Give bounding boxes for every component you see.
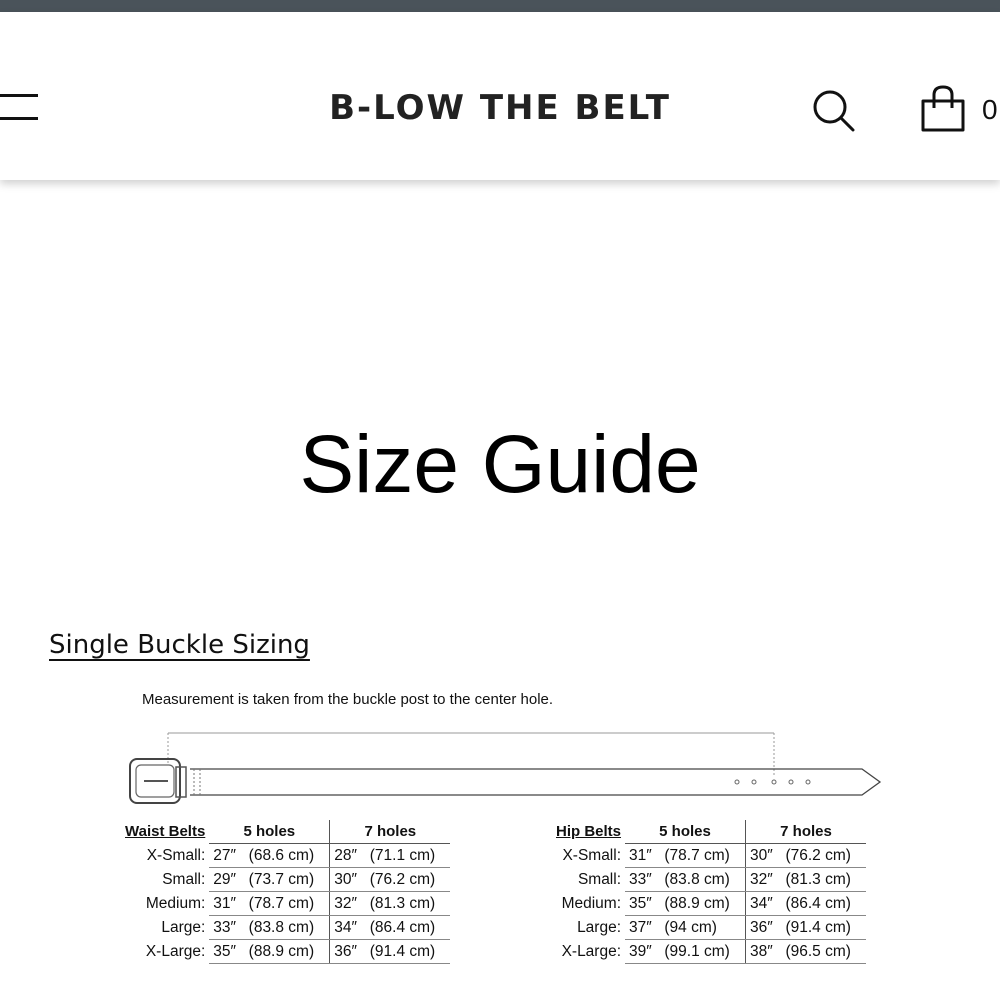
search-icon[interactable] xyxy=(810,87,856,133)
size-label: Large: xyxy=(161,918,206,936)
cm-5-holes: (68.6 cm) xyxy=(245,844,330,868)
inches-5-holes: 33″ xyxy=(625,868,660,892)
size-label: X-Large: xyxy=(561,942,622,960)
inches-5-holes: 31″ xyxy=(209,892,244,916)
inches-5-holes: 39″ xyxy=(625,940,660,964)
site-header xyxy=(0,12,1000,180)
cm-7-holes: (71.1 cm) xyxy=(366,844,451,868)
cm-7-holes: (76.2 cm) xyxy=(781,844,866,868)
browser-top-bar xyxy=(0,0,1000,12)
waist-5-holes-header: 5 holes xyxy=(209,820,330,844)
inches-5-holes: 31″ xyxy=(625,844,660,868)
inches-5-holes: 35″ xyxy=(625,892,660,916)
inches-7-holes: 34″ xyxy=(746,892,782,916)
inches-7-holes: 34″ xyxy=(330,916,366,940)
cm-5-holes: (88.9 cm) xyxy=(245,940,330,964)
size-label: X-Small: xyxy=(146,846,206,864)
cm-7-holes: (91.4 cm) xyxy=(781,916,866,940)
inches-5-holes: 35″ xyxy=(209,940,244,964)
table-row xyxy=(125,940,450,964)
table-row xyxy=(556,916,866,940)
hip-belts-heading: Hip Belts xyxy=(556,823,622,841)
cm-5-holes: (83.8 cm) xyxy=(660,868,745,892)
hip-belts-table xyxy=(556,820,866,964)
hip-7-holes-header: 7 holes xyxy=(746,820,867,844)
cart-count[interactable]: 0 xyxy=(982,94,998,125)
size-label: Small: xyxy=(162,870,206,888)
inches-7-holes: 38″ xyxy=(746,940,782,964)
table-row xyxy=(125,916,450,940)
table-row xyxy=(556,940,866,964)
waist-belts-heading: Waist Belts xyxy=(125,823,206,841)
inches-7-holes: 36″ xyxy=(746,916,782,940)
buckle-icon xyxy=(130,759,186,803)
table-row xyxy=(125,892,450,916)
cm-7-holes: (86.4 cm) xyxy=(366,916,451,940)
cm-7-holes: (81.3 cm) xyxy=(781,868,866,892)
cm-5-holes: (94 cm) xyxy=(660,916,745,940)
inches-7-holes: 28″ xyxy=(330,844,366,868)
cm-5-holes: (99.1 cm) xyxy=(660,940,745,964)
size-label: Medium: xyxy=(561,894,622,912)
size-label: X-Large: xyxy=(145,942,206,960)
size-label: X-Small: xyxy=(562,846,622,864)
table-row xyxy=(556,892,866,916)
cm-7-holes: (91.4 cm) xyxy=(366,940,451,964)
inches-5-holes: 37″ xyxy=(625,916,660,940)
inches-5-holes: 29″ xyxy=(209,868,244,892)
cm-5-holes: (88.9 cm) xyxy=(660,892,745,916)
cm-5-holes: (78.7 cm) xyxy=(660,844,745,868)
cm-5-holes: (73.7 cm) xyxy=(245,868,330,892)
shopping-bag-icon[interactable] xyxy=(918,84,968,134)
table-row xyxy=(556,868,866,892)
inches-7-holes: 32″ xyxy=(330,892,366,916)
cm-5-holes: (83.8 cm) xyxy=(245,916,330,940)
hip-5-holes-header: 5 holes xyxy=(625,820,746,844)
inches-5-holes: 33″ xyxy=(209,916,244,940)
inches-7-holes: 36″ xyxy=(330,940,366,964)
inches-7-holes: 32″ xyxy=(746,868,782,892)
size-label: Medium: xyxy=(145,894,206,912)
cm-7-holes: (81.3 cm) xyxy=(366,892,451,916)
table-row xyxy=(125,844,450,868)
page-title: Size Guide xyxy=(299,419,701,510)
cm-7-holes: (86.4 cm) xyxy=(781,892,866,916)
inches-7-holes: 30″ xyxy=(330,868,366,892)
inches-7-holes: 30″ xyxy=(746,844,782,868)
section-title: Single Buckle Sizing xyxy=(49,630,310,660)
waist-7-holes-header: 7 holes xyxy=(330,820,451,844)
table-row xyxy=(125,868,450,892)
cm-7-holes: (96.5 cm) xyxy=(781,940,866,964)
size-label: Large: xyxy=(577,918,622,936)
cm-7-holes: (76.2 cm) xyxy=(366,868,451,892)
waist-belts-table xyxy=(125,820,450,964)
measurement-guide xyxy=(168,733,774,777)
site-logo[interactable]: B-LOW THE BELT xyxy=(329,88,671,128)
size-label: Small: xyxy=(577,870,622,888)
table-row xyxy=(556,844,866,868)
inches-5-holes: 27″ xyxy=(209,844,244,868)
cm-5-holes: (78.7 cm) xyxy=(245,892,330,916)
measurement-note: Measurement is taken from the buckle post to the center hole. xyxy=(142,691,554,708)
belt-diagram xyxy=(120,725,890,815)
belt-holes xyxy=(735,780,810,784)
menu-icon[interactable] xyxy=(0,92,40,122)
